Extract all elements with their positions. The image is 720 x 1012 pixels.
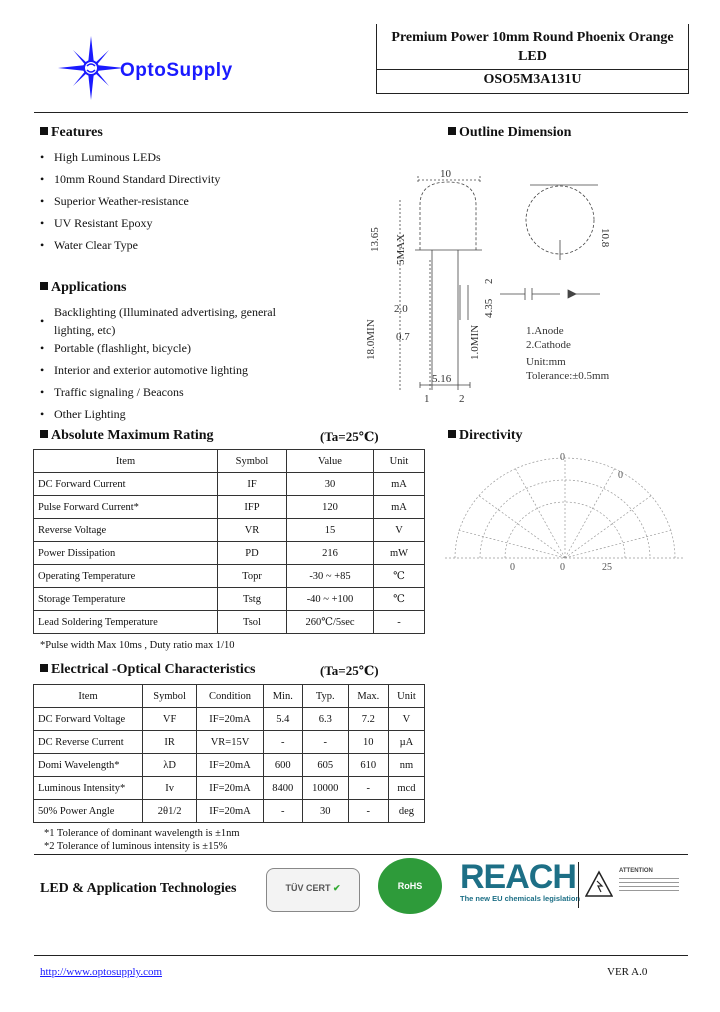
table-row: DC Forward Current IF 30 mA: [34, 473, 425, 496]
dim-1365: 13.65: [369, 227, 381, 252]
optosupply-logo: [58, 36, 128, 100]
dim-435: 4.35: [483, 298, 495, 318]
electrical-footnote-2: *2 Tolerance of luminous intensity is ±15%: [44, 841, 228, 852]
feature-item: • Water Clear Type: [40, 238, 138, 252]
dim-18min: 18.0MIN: [365, 319, 377, 360]
dim-10: 10: [440, 168, 451, 180]
directivity-label-top: 0: [560, 452, 565, 463]
table-row: Domi Wavelength* λD IF=20mA 600 605 610 nm: [34, 754, 425, 777]
table-row: Power Dissipation PD 216 mW: [34, 542, 425, 565]
absolute-heading: Absolute Maximum Rating: [40, 428, 214, 444]
tolerance-note: Tolerance:±0.5mm: [526, 370, 610, 382]
reach-badge: REACH The new EU chemicals legislation: [460, 858, 581, 903]
directivity-label-bottom-right: 25: [602, 562, 612, 573]
absolute-condition: (Ta=25℃): [320, 429, 379, 444]
application-item: • Other Lighting: [40, 407, 126, 421]
title-box: [376, 24, 689, 94]
absolute-footnote: *Pulse width Max 10ms , Duty ratio max 1/10: [40, 640, 235, 651]
table-row: Luminous Intensity* Iv IF=20mA 8400 10000 - mcd: [34, 777, 425, 800]
absolute-rating-table: [33, 449, 425, 634]
directivity-label-right: 0: [618, 470, 623, 481]
dim-2: 2: [483, 278, 495, 284]
unit-note: Unit:mm: [526, 356, 566, 368]
table-row: Lead Soldering Temperature Tsol 260℃/5sec -: [34, 611, 425, 634]
table-row: DC Reverse Current IR VR=15V - - 10 µA: [34, 731, 425, 754]
applications-heading: Applications: [40, 280, 126, 296]
dim-10min: 1.0MIN: [469, 324, 481, 360]
version-label: VER A.0: [607, 966, 648, 978]
header-divider: [34, 112, 688, 113]
rohs-badge: RoHS Compliant: [378, 858, 442, 914]
outline-drawing: [360, 160, 630, 410]
application-item: • Interior and exterior automotive lighting: [40, 363, 248, 377]
brand-name: OptoSupply: [120, 60, 233, 81]
application-item: • Traffic signaling / Beacons: [40, 385, 184, 399]
table-header-row: Item Symbol Condition Min. Typ. Max. Unit: [34, 685, 425, 708]
dim-5max: 5MAX: [395, 233, 407, 265]
pin-1-label: 1: [424, 393, 430, 405]
part-number: OSO5M3A131U: [483, 72, 582, 87]
feature-item: • 10mm Round Standard Directivity: [40, 172, 221, 186]
dim-07: 0.7: [396, 331, 410, 343]
product-title: Premium Power 10mm Round Phoenix Orange LED: [391, 30, 674, 64]
esd-attention-badge: ATTENTION: [578, 862, 687, 908]
electrical-heading: Electrical -Optical Characteristics: [40, 662, 255, 678]
outline-heading: Outline Dimension: [448, 125, 571, 141]
dim-20: 2.0: [394, 303, 408, 315]
directivity-label-bottom-center: 0: [560, 562, 565, 573]
table-row: Operating Temperature Topr -30 ~ +85 ℃: [34, 565, 425, 588]
dim-516: 5.16: [432, 373, 452, 385]
legend-anode: 1.Anode: [526, 325, 564, 337]
table-row: Storage Temperature Tstg -40 ~ +100 ℃: [34, 588, 425, 611]
footer-bottom-divider: [34, 955, 688, 956]
esd-warning-icon: [585, 870, 613, 898]
pin-2-label: 2: [459, 393, 465, 405]
tuv-badge: TÜV CERT ✔: [266, 868, 360, 912]
website-link[interactable]: http://www.optosupply.com: [40, 966, 163, 978]
table-row: Pulse Forward Current* IFP 120 mA: [34, 496, 425, 519]
electrical-footnote-1: *1 Tolerance of dominant wavelength is ±1nm: [44, 828, 240, 839]
dim-108: 10.8: [599, 228, 611, 248]
table-row: Reverse Voltage VR 15 V: [34, 519, 425, 542]
feature-item: • UV Resistant Epoxy: [40, 216, 153, 230]
features-heading: Features: [40, 125, 103, 141]
application-item: • Portable (flashlight, bicycle): [40, 341, 191, 355]
footer-tagline: LED & Application Technologies: [40, 881, 237, 896]
electrical-condition: (Ta=25℃): [320, 663, 379, 678]
table-header-row: Item Symbol Value Unit: [34, 450, 425, 473]
feature-item: • Superior Weather-resistance: [40, 194, 189, 208]
application-item: • Backlighting (Illuminated advertising, general lighting, etc): [40, 305, 276, 337]
table-row: 50% Power Angle 2θ1/2 IF=20mA - 30 - deg: [34, 800, 425, 823]
legend-cathode: 2.Cathode: [526, 339, 571, 351]
directivity-heading: Directivity: [448, 428, 523, 444]
feature-item: • High Luminous LEDs: [40, 150, 161, 164]
table-row: DC Forward Voltage VF IF=20mA 5.4 6.3 7.2 V: [34, 708, 425, 731]
electrical-table: [33, 684, 425, 823]
footer-divider: [34, 854, 688, 855]
directivity-label-bottom-left: 0: [510, 562, 515, 573]
directivity-diagram: [440, 450, 690, 580]
